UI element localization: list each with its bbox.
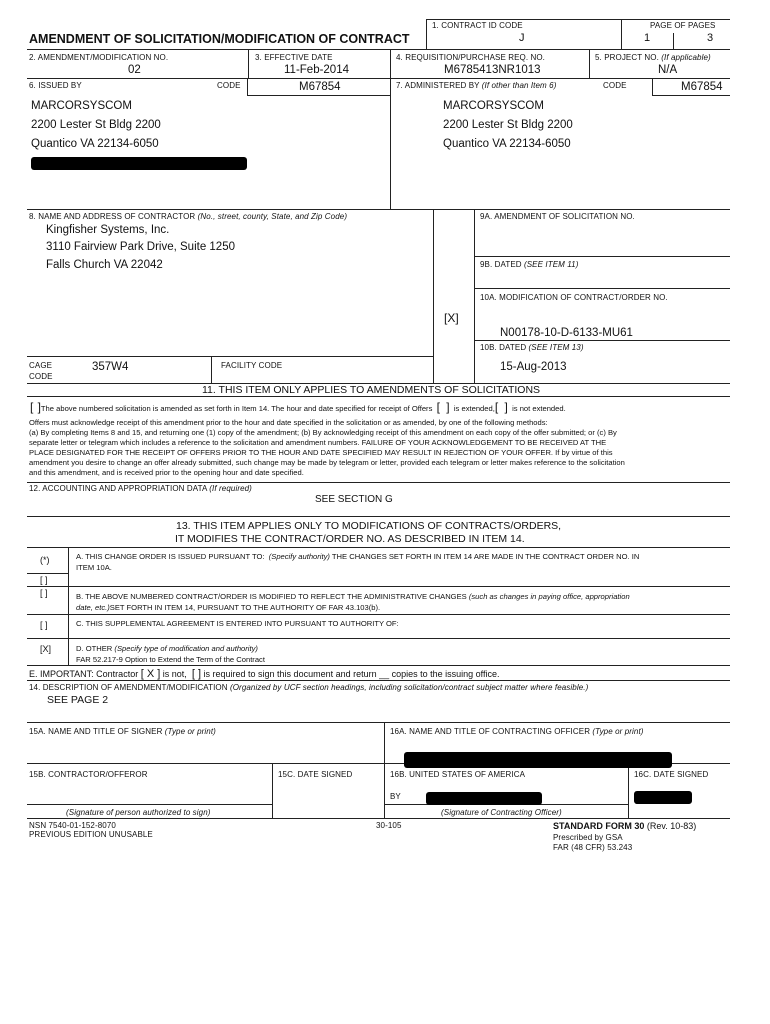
officer-date-signed-label: 16C. DATE SIGNED bbox=[634, 770, 709, 779]
redaction-bar bbox=[31, 157, 247, 170]
dated-10b-label: 10B. DATED (SEE ITEM 13) bbox=[480, 343, 584, 352]
item13-d-text: D. OTHER (Specify type of modification and authority) bbox=[76, 644, 258, 653]
rule-item13-b-bottom bbox=[27, 614, 730, 615]
united-states-label: 16B. UNITED STATES OF AMERICA bbox=[390, 770, 526, 779]
contractor-label: 8. NAME AND ADDRESS OF CONTRACTOR (No., street, county, State, and Zip Code) bbox=[29, 212, 348, 221]
rule-cage-divider bbox=[211, 356, 212, 384]
item13-b-text: B. THE ABOVE NUMBERED CONTRACT/ORDER IS MODIFIED TO REFLECT THE ADMINISTRATIVE CHANGES (such as changes in paying office, appropriation bbox=[76, 592, 630, 601]
rule-item13-a-sub bbox=[27, 573, 68, 574]
rule-page-mid bbox=[673, 33, 674, 49]
rule-sig-line-15 bbox=[27, 804, 272, 805]
modification-contract-value: N00178-10-D-6133-MU61 bbox=[500, 327, 633, 339]
item11-line4: separate letter or telegram which includes a reference to the solicitation and amendment numbers. FAILURE OF YOUR ACKNOWLEDGEMENT TO BE RECEIVED AT THE bbox=[29, 438, 607, 447]
rule-9a-bottom bbox=[474, 256, 730, 257]
description-label: 14. DESCRIPTION OF AMENDMENT/MODIFICATION (Organized by UCF section headings, including solicitation/contract subject matter where feasible.) bbox=[29, 683, 589, 692]
rule-row8-divider bbox=[433, 209, 434, 384]
prescribed-by: Prescribed by GSA bbox=[553, 833, 623, 842]
administered-by-code-label: CODE bbox=[603, 81, 627, 90]
rule-item16c-left bbox=[628, 763, 629, 818]
rule-item15-top bbox=[27, 722, 730, 723]
rule-item15c-left bbox=[272, 763, 273, 818]
page-of-pages-label: PAGE OF PAGES bbox=[650, 21, 716, 30]
standard-form-label: STANDARD FORM 30 (Rev. 10-83) bbox=[553, 821, 697, 831]
signature-person-caption: (Signature of person authorized to sign) bbox=[66, 808, 211, 817]
item11-line5: PLACE DESIGNATED FOR THE RECEIPT OF OFFERS PRIOR TO THE HOUR AND DATE SPECIFIED MAY RESULT IN REJECTION OF YOUR OFFER. If by virtue of this bbox=[29, 448, 613, 457]
contract-id-value: J bbox=[519, 32, 525, 44]
item13-a-text: A. THIS CHANGE ORDER IS ISSUED PURSUANT TO: (Specify authority) THE CHANGES SET FORTH IN ITEM 14 ARE MADE IN THE CONTRACT ORDER NO. IN bbox=[76, 552, 640, 561]
rule-item13-d-bottom bbox=[27, 665, 730, 666]
rule-item13-heading-bottom bbox=[27, 547, 730, 548]
issued-by-label: 6. ISSUED BY bbox=[29, 81, 82, 90]
item11-line6: amendment you desire to change an offer already submitted, such change may be made by telegram or letter, provided each telegram or letter makes reference to the solicitation bbox=[29, 458, 625, 467]
contractor-offeror-label: 15B. CONTRACTOR/OFFEROR bbox=[29, 770, 148, 779]
rule-item13-c-bottom bbox=[27, 638, 730, 639]
important-notice: E. IMPORTANT: Contractor [ X ] is not, [ ] is required to sign this document and return __ copies to the issuing office. bbox=[29, 668, 500, 680]
cage-value: 357W4 bbox=[92, 361, 129, 373]
rule-code-box-7-left bbox=[652, 78, 653, 95]
contracting-officer-name-label: 16A. NAME AND TITLE OF CONTRACTING OFFICER (Type or print) bbox=[390, 727, 644, 736]
nsn-number: NSN 7540-01-152-8070 bbox=[29, 821, 116, 830]
far-reference: FAR (48 CFR) 53.243 bbox=[553, 843, 633, 852]
contractor-line1: Kingfisher Systems, Inc. bbox=[46, 224, 170, 236]
form-code: 30-105 bbox=[376, 821, 402, 830]
issued-by-line3: Quantico VA 22134-6050 bbox=[31, 138, 159, 150]
rule-item13-top bbox=[27, 516, 730, 517]
redaction-bar bbox=[634, 791, 692, 804]
previous-edition-note: PREVIOUS EDITION UNUSABLE bbox=[29, 830, 153, 839]
project-no-label: 5. PROJECT NO. (If applicable) bbox=[595, 53, 711, 62]
effective-date-value: 11-Feb-2014 bbox=[284, 64, 349, 76]
amendment-solicitation-label: 9A. AMENDMENT OF SOLICITATION NO. bbox=[480, 212, 635, 221]
cage-label-1: CAGE bbox=[29, 361, 53, 370]
accounting-value: SEE SECTION G bbox=[315, 494, 393, 505]
signature-officer-caption: (Signature of Contracting Officer) bbox=[441, 808, 562, 817]
rule-9b-bottom bbox=[474, 288, 730, 289]
rule-item11-bottom bbox=[27, 396, 730, 397]
by-label: BY bbox=[390, 792, 401, 801]
item13-c-text: C. THIS SUPPLEMENTAL AGREEMENT IS ENTERED INTO PURSUANT TO AUTHORITY OF: bbox=[76, 619, 399, 628]
item11-line2: Offers must acknowledge receipt of this amendment prior to the hour and date specified in the solicitation or as amended, by one of the following methods: bbox=[29, 418, 548, 427]
item13-heading-2: IT MODIFIES THE CONTRACT/ORDER NO. AS DESCRIBED IN ITEM 14. bbox=[175, 533, 525, 545]
item10-checkbox: [X] bbox=[444, 311, 459, 325]
rule-code-box-7-bottom bbox=[652, 95, 730, 96]
administered-by-line2: 2200 Lester St Bldg 2200 bbox=[443, 119, 573, 131]
rule-itemE-bottom bbox=[27, 680, 730, 681]
rule-10a-bottom bbox=[474, 340, 730, 341]
contractor-line2: 3110 Fairview Park Drive, Suite 1250 bbox=[46, 241, 235, 253]
item11-heading: 11. THIS ITEM ONLY APPLIES TO AMENDMENTS OF SOLICITATIONS bbox=[202, 384, 541, 396]
rule-row9-divider bbox=[474, 209, 475, 384]
item13-b-mark: [ ] bbox=[40, 588, 48, 598]
item13-d-mark: [X] bbox=[40, 644, 52, 654]
pages-total: 3 bbox=[707, 32, 714, 44]
rule-item13-a-bottom bbox=[27, 586, 730, 587]
rule-code-box-6-bottom bbox=[247, 95, 390, 96]
item13-a-text3: ITEM 10A. bbox=[76, 563, 112, 572]
item13-heading-1: 13. THIS ITEM APPLIES ONLY TO MODIFICATIONS OF CONTRACTS/ORDERS, bbox=[176, 520, 562, 532]
item13-a-mark: [ ] bbox=[40, 575, 48, 585]
issued-by-line1: MARCORSYSCOM bbox=[31, 100, 132, 112]
rule-row2-c bbox=[589, 49, 590, 78]
redaction-bar bbox=[426, 792, 542, 805]
effective-date-label: 3. EFFECTIVE DATE bbox=[255, 53, 333, 62]
amendment-no-label: 2. AMENDMENT/MODIFICATION NO. bbox=[29, 53, 169, 62]
contract-id-label: 1. CONTRACT ID CODE bbox=[432, 21, 523, 30]
item11-line7: and this amendment, and is received prior to the opening hour and date specified. bbox=[29, 468, 304, 477]
rule-code-box-6-left bbox=[247, 78, 248, 95]
administered-by-label: 7. ADMINISTERED BY (If other than Item 6) bbox=[396, 81, 557, 90]
item13-star: (*) bbox=[40, 555, 50, 565]
requisition-label: 4. REQUISITION/PURCHASE REQ. NO. bbox=[396, 53, 546, 62]
administered-by-code-value: M67854 bbox=[681, 81, 723, 93]
facility-code-label: FACILITY CODE bbox=[221, 361, 283, 370]
issued-by-line2: 2200 Lester St Bldg 2200 bbox=[31, 119, 161, 131]
rule-contract-id-left bbox=[426, 19, 427, 49]
form-title: AMENDMENT OF SOLICITATION/MODIFICATION OF CONTRACT bbox=[29, 32, 410, 46]
administered-by-line1: MARCORSYSCOM bbox=[443, 100, 544, 112]
rule-footer-top bbox=[27, 818, 730, 819]
issued-by-code-label: CODE bbox=[217, 81, 241, 90]
rule-item12-top bbox=[27, 482, 730, 483]
contractor-date-signed-label: 15C. DATE SIGNED bbox=[278, 770, 353, 779]
accounting-label: 12. ACCOUNTING AND APPROPRIATION DATA (If required) bbox=[29, 484, 252, 493]
page-number: 1 bbox=[644, 32, 651, 44]
rule-page-left bbox=[621, 19, 622, 49]
rule-row2-b bbox=[390, 49, 391, 209]
item13-b-text2: date, etc.)SET FORTH IN ITEM 14, PURSUANT TO THE AUTHORITY OF FAR 43.103(b). bbox=[76, 603, 381, 612]
rule-row2-a bbox=[248, 49, 249, 78]
description-value: SEE PAGE 2 bbox=[47, 694, 109, 706]
rule-code-box-6-top bbox=[247, 78, 390, 79]
item11-line1: [ ]The above numbered solicitation is amended as set forth in Item 14. The hour and date specified for receipt of Offers [ ] is extended,[ ] is not extended. bbox=[30, 400, 566, 414]
cage-label-2: CODE bbox=[29, 372, 53, 381]
amendment-no-value: 02 bbox=[128, 64, 141, 76]
administered-by-line3: Quantico VA 22134-6050 bbox=[443, 138, 571, 150]
dated-10b-value: 15-Aug-2013 bbox=[500, 361, 567, 373]
project-no-value: N/A bbox=[658, 64, 678, 76]
item13-d-text2: FAR 52.217-9 Option to Extend the Term of the Contract bbox=[76, 655, 265, 664]
modification-contract-label: 10A. MODIFICATION OF CONTRACT/ORDER NO. bbox=[480, 293, 668, 302]
item11-line3: (a) By completing Items 8 and 15, and returning one (1) copy of the amendment; (b) By acknowledging receipt of this amendment on each copy of the offer submitted; or (c) By bbox=[29, 428, 617, 437]
rule-cage-top bbox=[27, 356, 433, 357]
requisition-value: M6785413NR1013 bbox=[444, 64, 541, 76]
contractor-line3: Falls Church VA 22042 bbox=[46, 259, 163, 271]
rule-row8-top bbox=[27, 209, 730, 210]
signer-name-label: 15A. NAME AND TITLE OF SIGNER (Type or print) bbox=[29, 727, 216, 736]
issued-by-code-value: M67854 bbox=[299, 81, 341, 93]
redaction-bar bbox=[404, 752, 672, 768]
rule-title-bottom bbox=[27, 49, 730, 50]
dated-9b-label: 9B. DATED (SEE ITEM 11) bbox=[480, 260, 579, 269]
rule-top bbox=[426, 19, 730, 20]
rule-item13-marks bbox=[68, 547, 69, 665]
item13-c-mark: [ ] bbox=[40, 620, 48, 630]
